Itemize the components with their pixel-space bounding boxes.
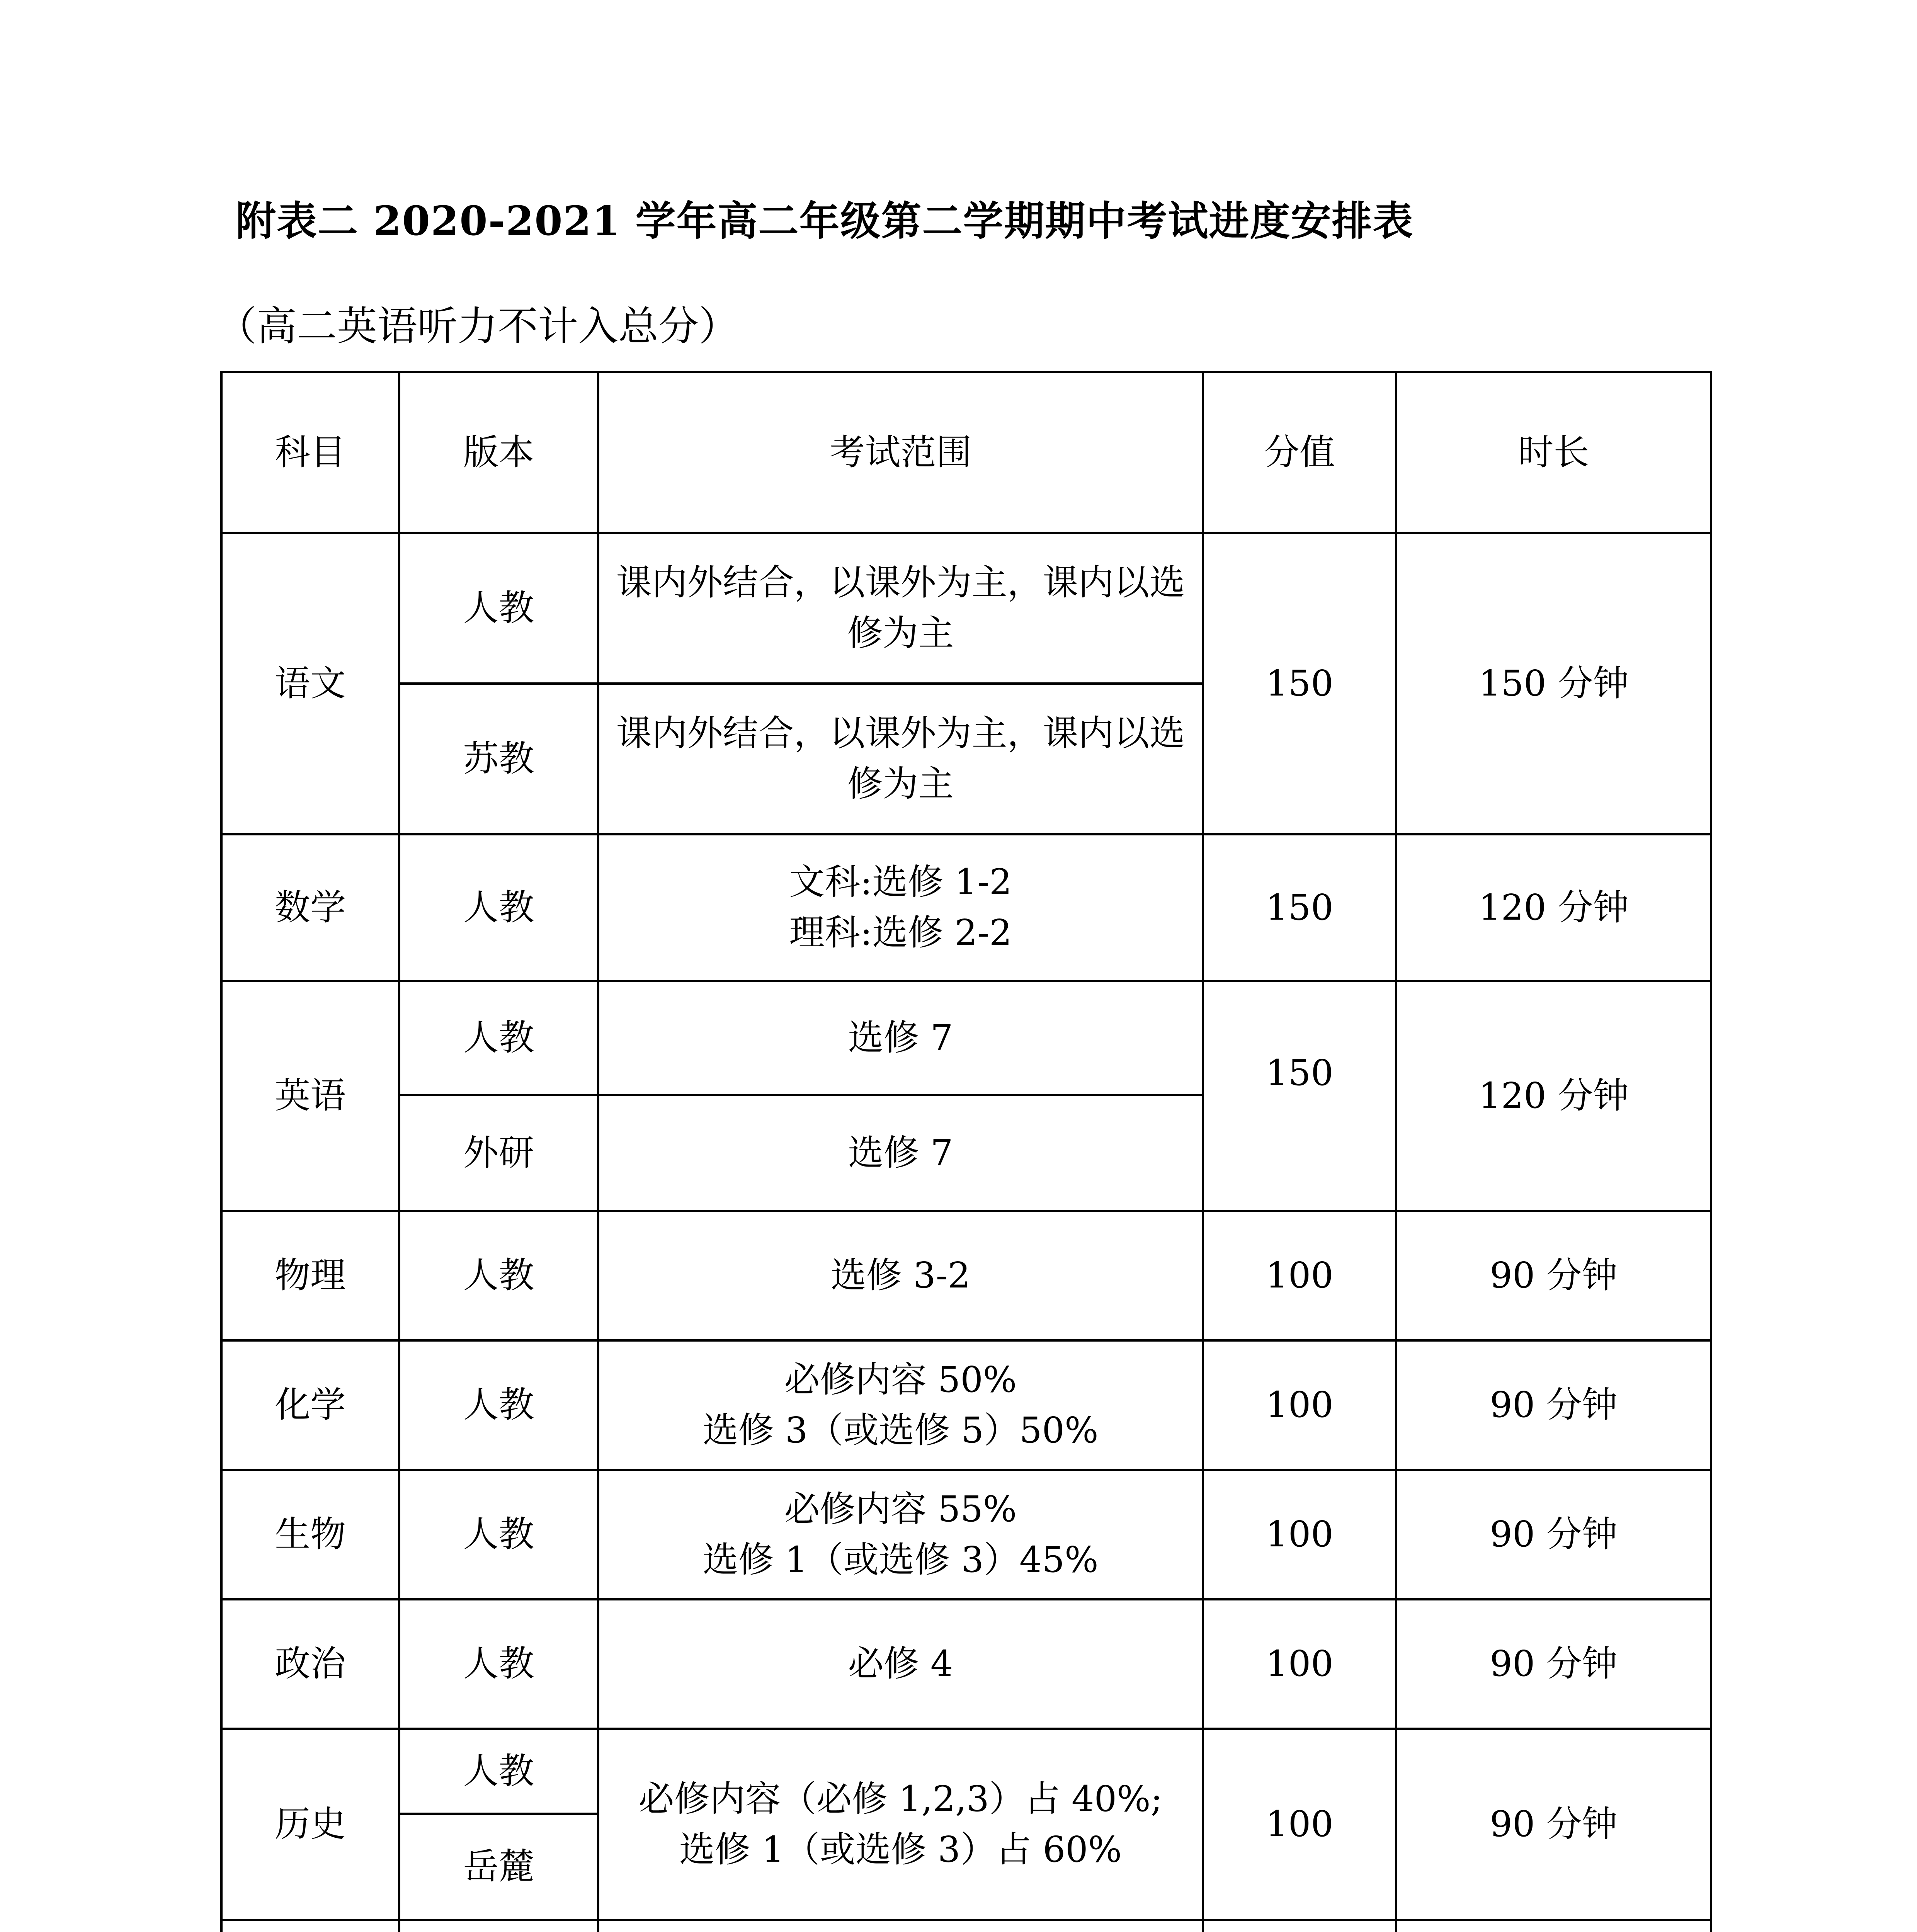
score-cell: 100 (1203, 1470, 1396, 1599)
duration-cell: 90 分钟 (1396, 1470, 1711, 1599)
subject-cell: 化学 (221, 1340, 399, 1470)
subject-cell: 英语 (221, 981, 399, 1211)
range-text: 课内外结合，以课外为主，课内以选修为主 (616, 562, 1185, 654)
range-cell: 必修 4 (598, 1599, 1203, 1729)
score-cell: 100 (1203, 1211, 1396, 1340)
subject-cell: 数学 (221, 834, 399, 981)
score-value: 150 (1266, 1052, 1334, 1094)
header-subject: 科目 (221, 372, 399, 533)
table-row (221, 1470, 1711, 1599)
header-range: 考试范围 (598, 372, 1203, 533)
range-cell (598, 1340, 1203, 1470)
edition-cell: 人教 (399, 1211, 598, 1340)
subject-cell: 历史 (221, 1729, 399, 1920)
score-cell: 150 (1203, 834, 1396, 981)
range-line: 文科:选修 1-2 (789, 861, 1012, 903)
edition-cell: 人教 (399, 533, 598, 684)
score-cell: 100 (1203, 1599, 1396, 1729)
table-row (221, 1920, 1711, 1932)
range-cell (598, 684, 1203, 834)
header-duration: 时长 (1396, 372, 1711, 533)
range-cell (598, 533, 1203, 684)
duration-cell: 150 分钟 (1396, 533, 1711, 834)
table-row (221, 1211, 1711, 1340)
range-line: 必修内容 50% (784, 1359, 1017, 1400)
score-cell: 100 (1203, 1729, 1396, 1920)
range-line: 选修 1（或选修 3）45% (703, 1539, 1099, 1580)
duration-cell (1396, 1920, 1711, 1932)
duration-cell: 90 分钟 (1396, 1211, 1711, 1340)
duration-cell: 90 分钟 (1396, 1340, 1711, 1470)
range-cell (598, 1470, 1203, 1599)
edition-cell: 人教 (399, 1729, 598, 1814)
edition-cell: 人教 (399, 1599, 598, 1729)
subject-cell: 语文 (221, 533, 399, 834)
edition-cell: 人教 (399, 834, 598, 981)
range-line: 理科:选修 2-2 (789, 912, 1012, 953)
table-row (221, 1340, 1711, 1470)
range-cell: 选修 3-2 (598, 1211, 1203, 1340)
duration-cell: 90 分钟 (1396, 1599, 1711, 1729)
header-row (221, 372, 1711, 533)
range-cell (598, 1729, 1203, 1920)
duration-cell: 90 分钟 (1396, 1729, 1711, 1920)
edition-cell: 人教 (399, 1470, 598, 1599)
range-text: 课内外结合，以课外为主，课内以选修为主 (616, 713, 1185, 804)
range-cell: 选修 7 (598, 981, 1203, 1095)
duration-cell: 120 分钟 (1396, 834, 1711, 981)
header-edition: 版本 (399, 372, 598, 533)
subject-cell (221, 1920, 399, 1932)
page-title: 附表二 2020-2021 学年高二年级第二学期期中考试进度安排表 (236, 197, 1414, 245)
duration-cell: 120 分钟 (1396, 981, 1711, 1211)
edition-cell (399, 1920, 598, 1932)
score-cell (1203, 1920, 1396, 1932)
range-cell (598, 1920, 1203, 1932)
table-row (221, 1729, 1711, 1814)
range-line: 必修内容 55% (784, 1488, 1017, 1530)
table-row (221, 981, 1711, 1095)
edition-cell: 人教 (399, 1340, 598, 1470)
range-line: 选修 1（或选修 3）占 60% (679, 1828, 1122, 1870)
range-cell: 选修 7 (598, 1095, 1203, 1211)
score-cell (1203, 981, 1396, 1211)
table-row (221, 1599, 1711, 1729)
edition-cell: 人教 (399, 981, 598, 1095)
score-cell: 100 (1203, 1340, 1396, 1470)
subject-cell: 物理 (221, 1211, 399, 1340)
exam-schedule-table (220, 371, 1712, 1932)
subject-cell: 政治 (221, 1599, 399, 1729)
edition-cell: 岳麓 (399, 1814, 598, 1920)
page-subtitle: （高二英语听力不计入总分） (216, 303, 739, 350)
range-line: 必修内容（必修 1,2,3）占 40%; (638, 1778, 1163, 1820)
score-cell: 150 (1203, 533, 1396, 834)
edition-cell: 外研 (399, 1095, 598, 1211)
table-row (221, 533, 1711, 684)
subject-cell: 生物 (221, 1470, 399, 1599)
header-score: 分值 (1203, 372, 1396, 533)
range-line: 选修 3（或选修 5）50% (703, 1409, 1099, 1451)
edition-cell: 苏教 (399, 684, 598, 834)
table-row (221, 834, 1711, 981)
range-cell (598, 834, 1203, 981)
